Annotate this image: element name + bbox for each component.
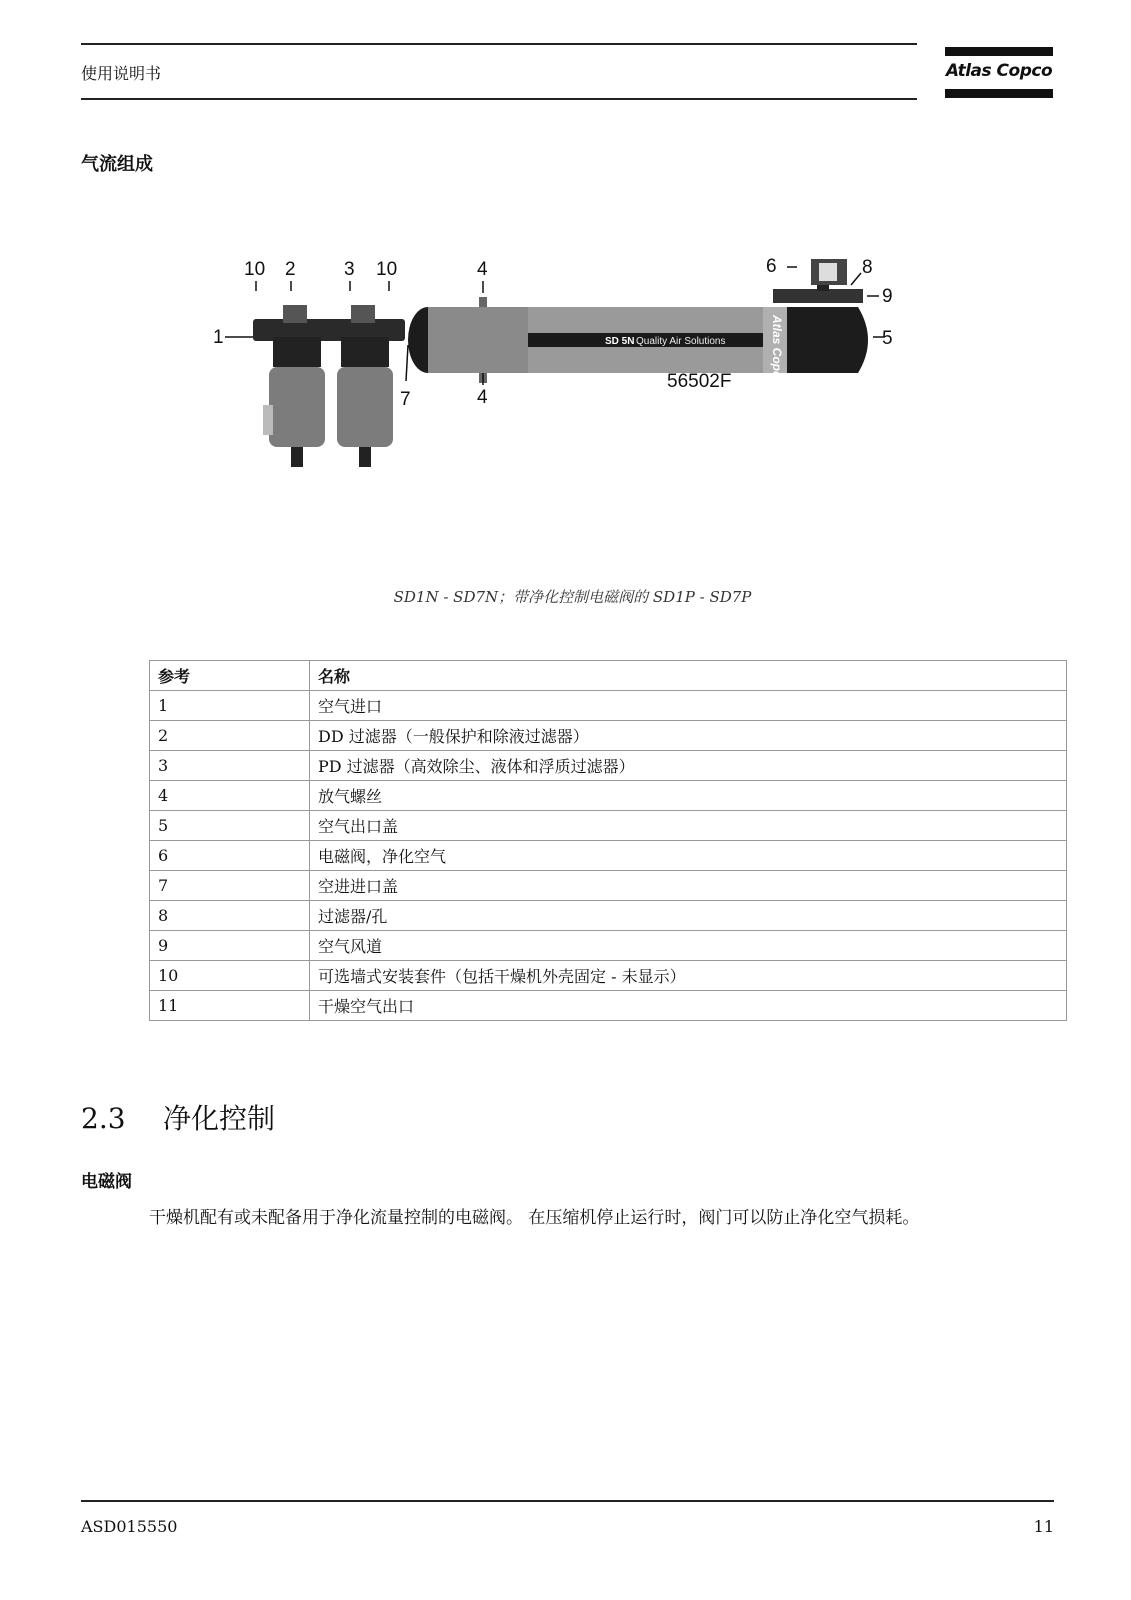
callout-3: 3: [344, 259, 355, 280]
solenoid-base: [773, 289, 863, 303]
table-row: [150, 751, 1067, 781]
name-cell: 空气进口: [310, 691, 1067, 721]
table-row: [150, 781, 1067, 811]
name-cell: 可选墙式安装套件（包括干燥机外壳固定 - 未显示）: [310, 961, 1067, 991]
ref-cell: 4: [150, 781, 310, 811]
ref-cell: 3: [150, 751, 310, 781]
name-cell: 放气螺丝: [310, 781, 1067, 811]
name-cell: 干燥空气出口: [310, 991, 1067, 1021]
figure-caption: SD1N - SD7N；带净化控制电磁阀的 SD1P - SD7P: [393, 588, 752, 606]
outlet-cover: [787, 307, 868, 373]
callout-7: 7: [400, 389, 411, 410]
ref-cell: 5: [150, 811, 310, 841]
product-label: Quality Air Solutions: [636, 336, 726, 347]
footer-rule: [81, 1500, 1054, 1502]
table-row: [150, 961, 1067, 991]
header-ref: 参考: [150, 661, 310, 691]
header-name: 名称: [310, 661, 1067, 691]
name-cell: 空气出口盖: [310, 811, 1067, 841]
name-cell: 电磁阀，净化空气: [310, 841, 1067, 871]
name-cell: PD 过滤器（高效除尘、液体和浮质过滤器）: [310, 751, 1067, 781]
logo-wordmark: Atlas Copco: [945, 61, 1053, 81]
name-cell: DD 过滤器（一般保护和除液过滤器）: [310, 721, 1067, 751]
section-heading: [81, 1097, 275, 1137]
table-row: [150, 871, 1067, 901]
header-bottom-rule: [81, 98, 917, 100]
filter-dd-bowl: [269, 367, 325, 447]
callout-4-top: 4: [477, 259, 488, 280]
callout-2: 2: [285, 259, 296, 280]
callout-5: 5: [882, 328, 893, 349]
ref-cell: 1: [150, 691, 310, 721]
callout-6: 6: [766, 256, 777, 277]
model-label: SD 5N: [605, 336, 635, 347]
ref-cell: 10: [150, 961, 310, 991]
table-header-row: [150, 661, 1067, 691]
section-number: 2.3: [81, 1102, 126, 1135]
filter-dd-cap: [283, 305, 307, 323]
table-row: [150, 811, 1067, 841]
ref-cell: 9: [150, 931, 310, 961]
header-title: 使用说明书: [81, 64, 162, 83]
filter-dd-drain: [291, 447, 303, 467]
body-paragraph: 干燥机配有或未配备用于净化流量控制的电磁阀。 在压缩机停止运行时，阀门可以防止净化空气损耗。: [149, 1208, 920, 1228]
callout-1: 1: [213, 327, 224, 348]
callout-10a: 10: [244, 259, 266, 280]
filter-pd-bowl: [337, 367, 393, 447]
section-title: 气流组成: [81, 154, 153, 175]
table-row: [150, 721, 1067, 751]
callout-10b: 10: [376, 259, 398, 280]
atlas-copco-logo: [945, 47, 1053, 103]
table-row: [150, 991, 1067, 1021]
callout-9: 9: [882, 286, 893, 307]
ref-cell: 11: [150, 991, 310, 1021]
section-heading-title: 净化控制: [163, 1102, 276, 1135]
subsection-title: 电磁阀: [81, 1172, 132, 1192]
header-top-rule: [81, 43, 917, 45]
reference-table: [149, 660, 1067, 1021]
ref-cell: 6: [150, 841, 310, 871]
filter-dd-head: [273, 337, 321, 367]
ref-cell: 8: [150, 901, 310, 931]
table-row: [150, 901, 1067, 931]
callout-4-bottom: 4: [477, 387, 488, 408]
table-row: [150, 691, 1067, 721]
logo-bottom-bar: [945, 89, 1053, 98]
dryer-figure: [213, 245, 893, 500]
ref-cell: 2: [150, 721, 310, 751]
document-id: ASD015550: [81, 1517, 178, 1536]
filter-pd-drain: [359, 447, 371, 467]
ref-cell: 7: [150, 871, 310, 901]
filter-pd-cap: [351, 305, 375, 323]
callout-8: 8: [862, 257, 873, 278]
name-cell: 空气风道: [310, 931, 1067, 961]
table-row: [150, 841, 1067, 871]
name-cell: 空进进口盖: [310, 871, 1067, 901]
logo-top-bar: [945, 47, 1053, 56]
part-number: 56502F: [667, 371, 732, 392]
filter-pd-head: [341, 337, 389, 367]
table-row: [150, 931, 1067, 961]
name-cell: 过滤器/孔: [310, 901, 1067, 931]
page-number: 11: [1033, 1517, 1054, 1536]
brand-label: Atlas Copco: [770, 315, 784, 386]
